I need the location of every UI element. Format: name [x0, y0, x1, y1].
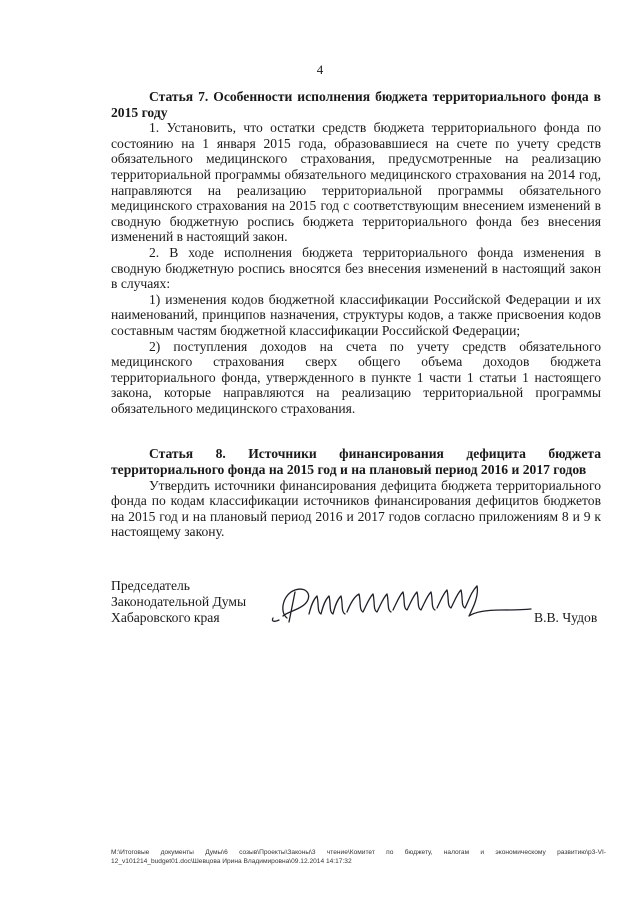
article-7-paragraph-2: 2. В ходе исполнения бюджета территориального фонда изменения в сводную бюджетную роспись вносятся без внесения изменений в настоящий закон в случаях:	[111, 244, 601, 292]
article-8-paragraph-1: Утвердить источники финансирования дефицита бюджета территориального фонда по кодам классификации источников финансирования дефицитов бюджетов на 2015 год и на плановый период 2016 и 2017 годов согласно приложениям 8 и 9 к настоящему закону.	[111, 477, 601, 540]
article-7-heading: Статья 7. Особенности исполнения бюджета территориального фонда в 2015 году	[111, 89, 601, 120]
signatory-name: В.В. Чудов	[534, 610, 598, 625]
article-8-heading: Статья 8. Источники финансирования дефицита бюджета территориального фонда на 2015 год и на плановый период 2016 и 2017 годов	[111, 446, 601, 478]
signatory-title	[111, 578, 246, 626]
spacer	[111, 416, 601, 431]
article-7-paragraph-1: 1. Установить, что остатки средств бюджета территориального фонда по состоянию на 1 января 2015 года, образовавшиеся на счете по учету средств обязательного медицинского страхования, предусмотренные на реализацию территориальной программы обязательного медицинского страхования на 2014 год, направляются на реализацию территориальной программы обязательного медицинского страхования на 2015 год с соответствующим внесением изменений в сводную бюджетную роспись бюджета территориального фонда без внесения изменений в настоящий закон.	[111, 120, 601, 245]
spacer	[111, 431, 601, 446]
article-7-item-2: 2) поступления доходов на счета по учету средств обязательного медицинского страхования сверх общего объема доходов бюджета территориального фонда, утвержденного в пункте 1 части 1 статьи 1 настоящего закона, которые направляются на реализацию территориальной программы обязательного медицинского страхования.	[111, 338, 601, 416]
signatory-title-line-2: Законодательной Думы	[111, 594, 247, 609]
document-body	[111, 89, 601, 540]
article-7-item-1: 1) изменения кодов бюджетной классификации Российской Федерации и их наименований, принципов назначения, структуры кодов, а также присвоения кодов составным частям бюджетной классификации Российской Федерации;	[111, 291, 601, 338]
signatory-title-line-1: Председатель	[111, 578, 190, 593]
file-path-footer: M:\Итоговые документы Думы\6 созыв\Проекты\Законы\3 чтение\Комитет по бюджету, налогам и экономическому развитию\р3-VI-12_v101214_budget01.doc\Шевцова Ирина Владимировна\09.12.2014 14:17:32	[111, 849, 606, 865]
page-number: 4	[316, 62, 324, 77]
signatory-title-line-3: Хабаровского края	[111, 610, 220, 625]
handwritten-signature	[265, 576, 535, 626]
